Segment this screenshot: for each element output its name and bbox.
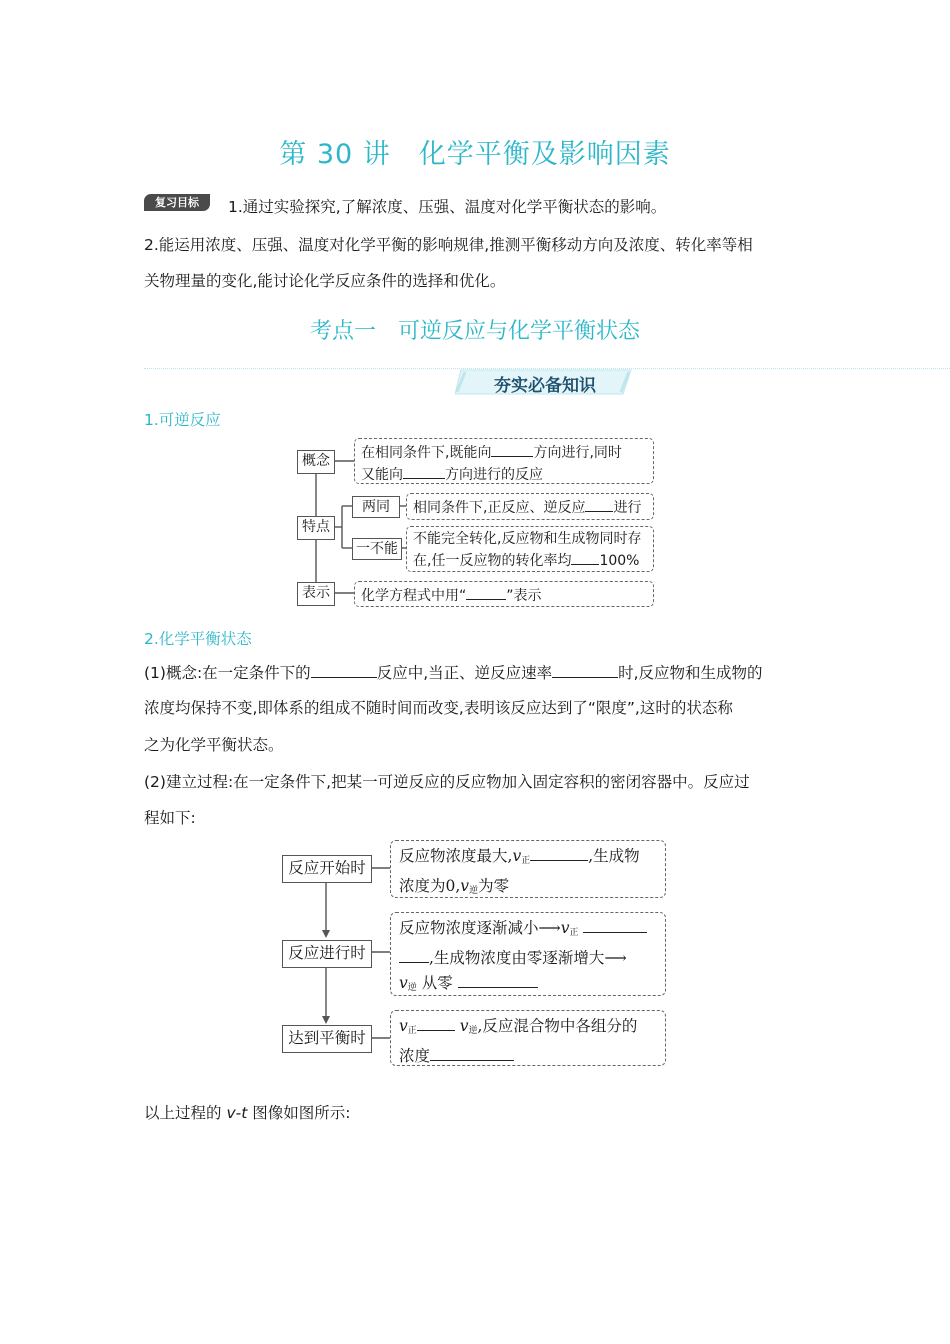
concept-paragraph-line-3: 之为化学平衡状态。 [144,736,284,754]
p1-text-b: 反应中,当正、逆反应速率 [376,664,553,682]
blank-forward-decrease [583,917,647,933]
one-cannot-text-b: 在,任一反应物的转化率均 [413,553,572,569]
blank-simultaneous [585,496,613,512]
mid-text-c: 从零 [421,974,453,992]
representation-label-box: 表示 [297,582,335,606]
end-text-a: ,反应混合物中各组分的 [477,1017,638,1035]
closing-text-a: 以上过程的 [144,1104,227,1122]
representation-text-b: ”表示 [506,588,542,604]
process-paragraph-line-1: (2)建立过程:在一定条件下,把某一可逆反应的反应物加入固定容积的密闭容器中。反应过 [144,773,750,791]
knowledge-banner [455,368,635,396]
v-symbol: v [560,919,570,937]
p1-text-a: (1)概念:在一定条件下的 [144,664,311,682]
v-symbol: v [460,877,470,895]
reaction-start-box [390,840,666,898]
blank-constant [430,1045,514,1061]
review-objectives-badge: 复习目标 [144,194,210,211]
concept-paragraph-line-1 [144,662,814,683]
vt-symbol: v-t [226,1104,248,1122]
arrow-right-icon: ⟶ [604,949,627,967]
p1-text-c: 时,反应物和生成物的 [618,664,763,682]
two-same-label-box: 两同 [352,496,400,518]
concept-text-b: 方向进行,同时 [533,445,622,461]
blank-forward-direction [491,441,533,457]
blank-rates-equal [417,1015,455,1031]
blank-reversible [311,662,377,678]
feature-label-box: 特点 [297,516,335,540]
heading-chemical-equilibrium: 2.化学平衡状态 [144,630,252,648]
blank-less-than [571,549,599,565]
v-symbol: v [512,847,522,865]
arrow-right-icon: ⟶ [538,919,561,937]
representation-text-a: 化学方程式中用“ [361,588,467,604]
vt-graph-intro [144,1103,350,1123]
blank-reverse-increase [458,972,538,988]
concept-text-c: 又能向 [361,467,403,483]
reaction-progress-label: 反应进行时 [282,940,372,968]
two-same-text-b: 进行 [613,500,642,516]
blank-reverse-direction [403,463,445,479]
concept-label-box: 概念 [297,450,335,474]
start-text-d: 为零 [478,877,510,895]
end-text-b: 浓度 [399,1047,431,1065]
one-cannot-label-box: 一不能 [352,538,402,560]
reverse-subscript: 逆 [468,1026,478,1036]
objective-line-3: 关物理量的变化,能讨论化学反应条件的选择和优化。 [144,272,506,290]
concept-definition-box [354,438,654,484]
forward-subscript: 正 [407,1026,417,1036]
start-text-c: 浓度为0, [399,877,461,895]
banner-text: 夯实必备知识 [494,376,596,396]
v-symbol: v [399,974,408,992]
forward-subscript: 正 [521,856,531,866]
two-same-text-a: 相同条件下,正反应、逆反应 [413,500,586,516]
v-symbol: v [459,1017,469,1035]
equilibrium-label: 达到平衡时 [282,1025,372,1053]
start-text-b: ,生成物 [588,847,640,865]
concept-text-d: 方向进行的反应 [445,467,543,483]
reverse-subscript: 逆 [469,886,479,896]
process-paragraph-line-2: 程如下: [144,809,196,827]
reaction-start-label: 反应开始时 [282,855,372,883]
blank-forward-decrease-cont [399,947,429,963]
v-symbol: v [399,1017,408,1035]
two-same-text-box [406,493,654,520]
reaction-progress-box [390,912,666,996]
one-cannot-text-c: 100% [599,553,640,569]
section-title: 考点一 可逆反应与化学平衡状态 [309,319,640,344]
concept-text-a: 在相同条件下,既能向 [361,445,492,461]
objective-line-2: 2.能运用浓度、压强、温度对化学平衡的影响规律,推测平衡移动方向及浓度、转化率等相 [144,236,753,254]
blank-forward-max [530,845,588,861]
closing-text-c: 图像如图所示: [247,1104,351,1122]
blank-reversible-symbol [466,584,506,600]
reverse-subscript: 逆 [407,983,417,993]
mid-text-b: ,生成物浓度由零逐渐增大 [429,949,605,967]
start-text-a: 反应物浓度最大, [399,847,513,865]
mid-text-a: 反应物浓度逐渐减小 [399,919,539,937]
one-cannot-text-a: 不能完全转化,反应物和生成物同时存 [413,531,642,547]
equilibrium-box [390,1010,666,1066]
forward-subscript: 正 [569,928,579,938]
one-cannot-text-box [406,526,654,572]
representation-text-box [354,581,654,607]
blank-equal [552,662,618,678]
objective-line-1: 1.通过实验探究,了解浓度、压强、温度对化学平衡状态的影响。 [228,198,667,216]
concept-paragraph-line-2: 浓度均保持不变,即体系的组成不随时间而改变,表明该反应达到了“限度”,这时的状态称 [144,699,733,717]
heading-reversible-reaction: 1.可逆反应 [144,411,221,429]
page-title: 第 30 讲 化学平衡及影响因素 [279,139,671,170]
